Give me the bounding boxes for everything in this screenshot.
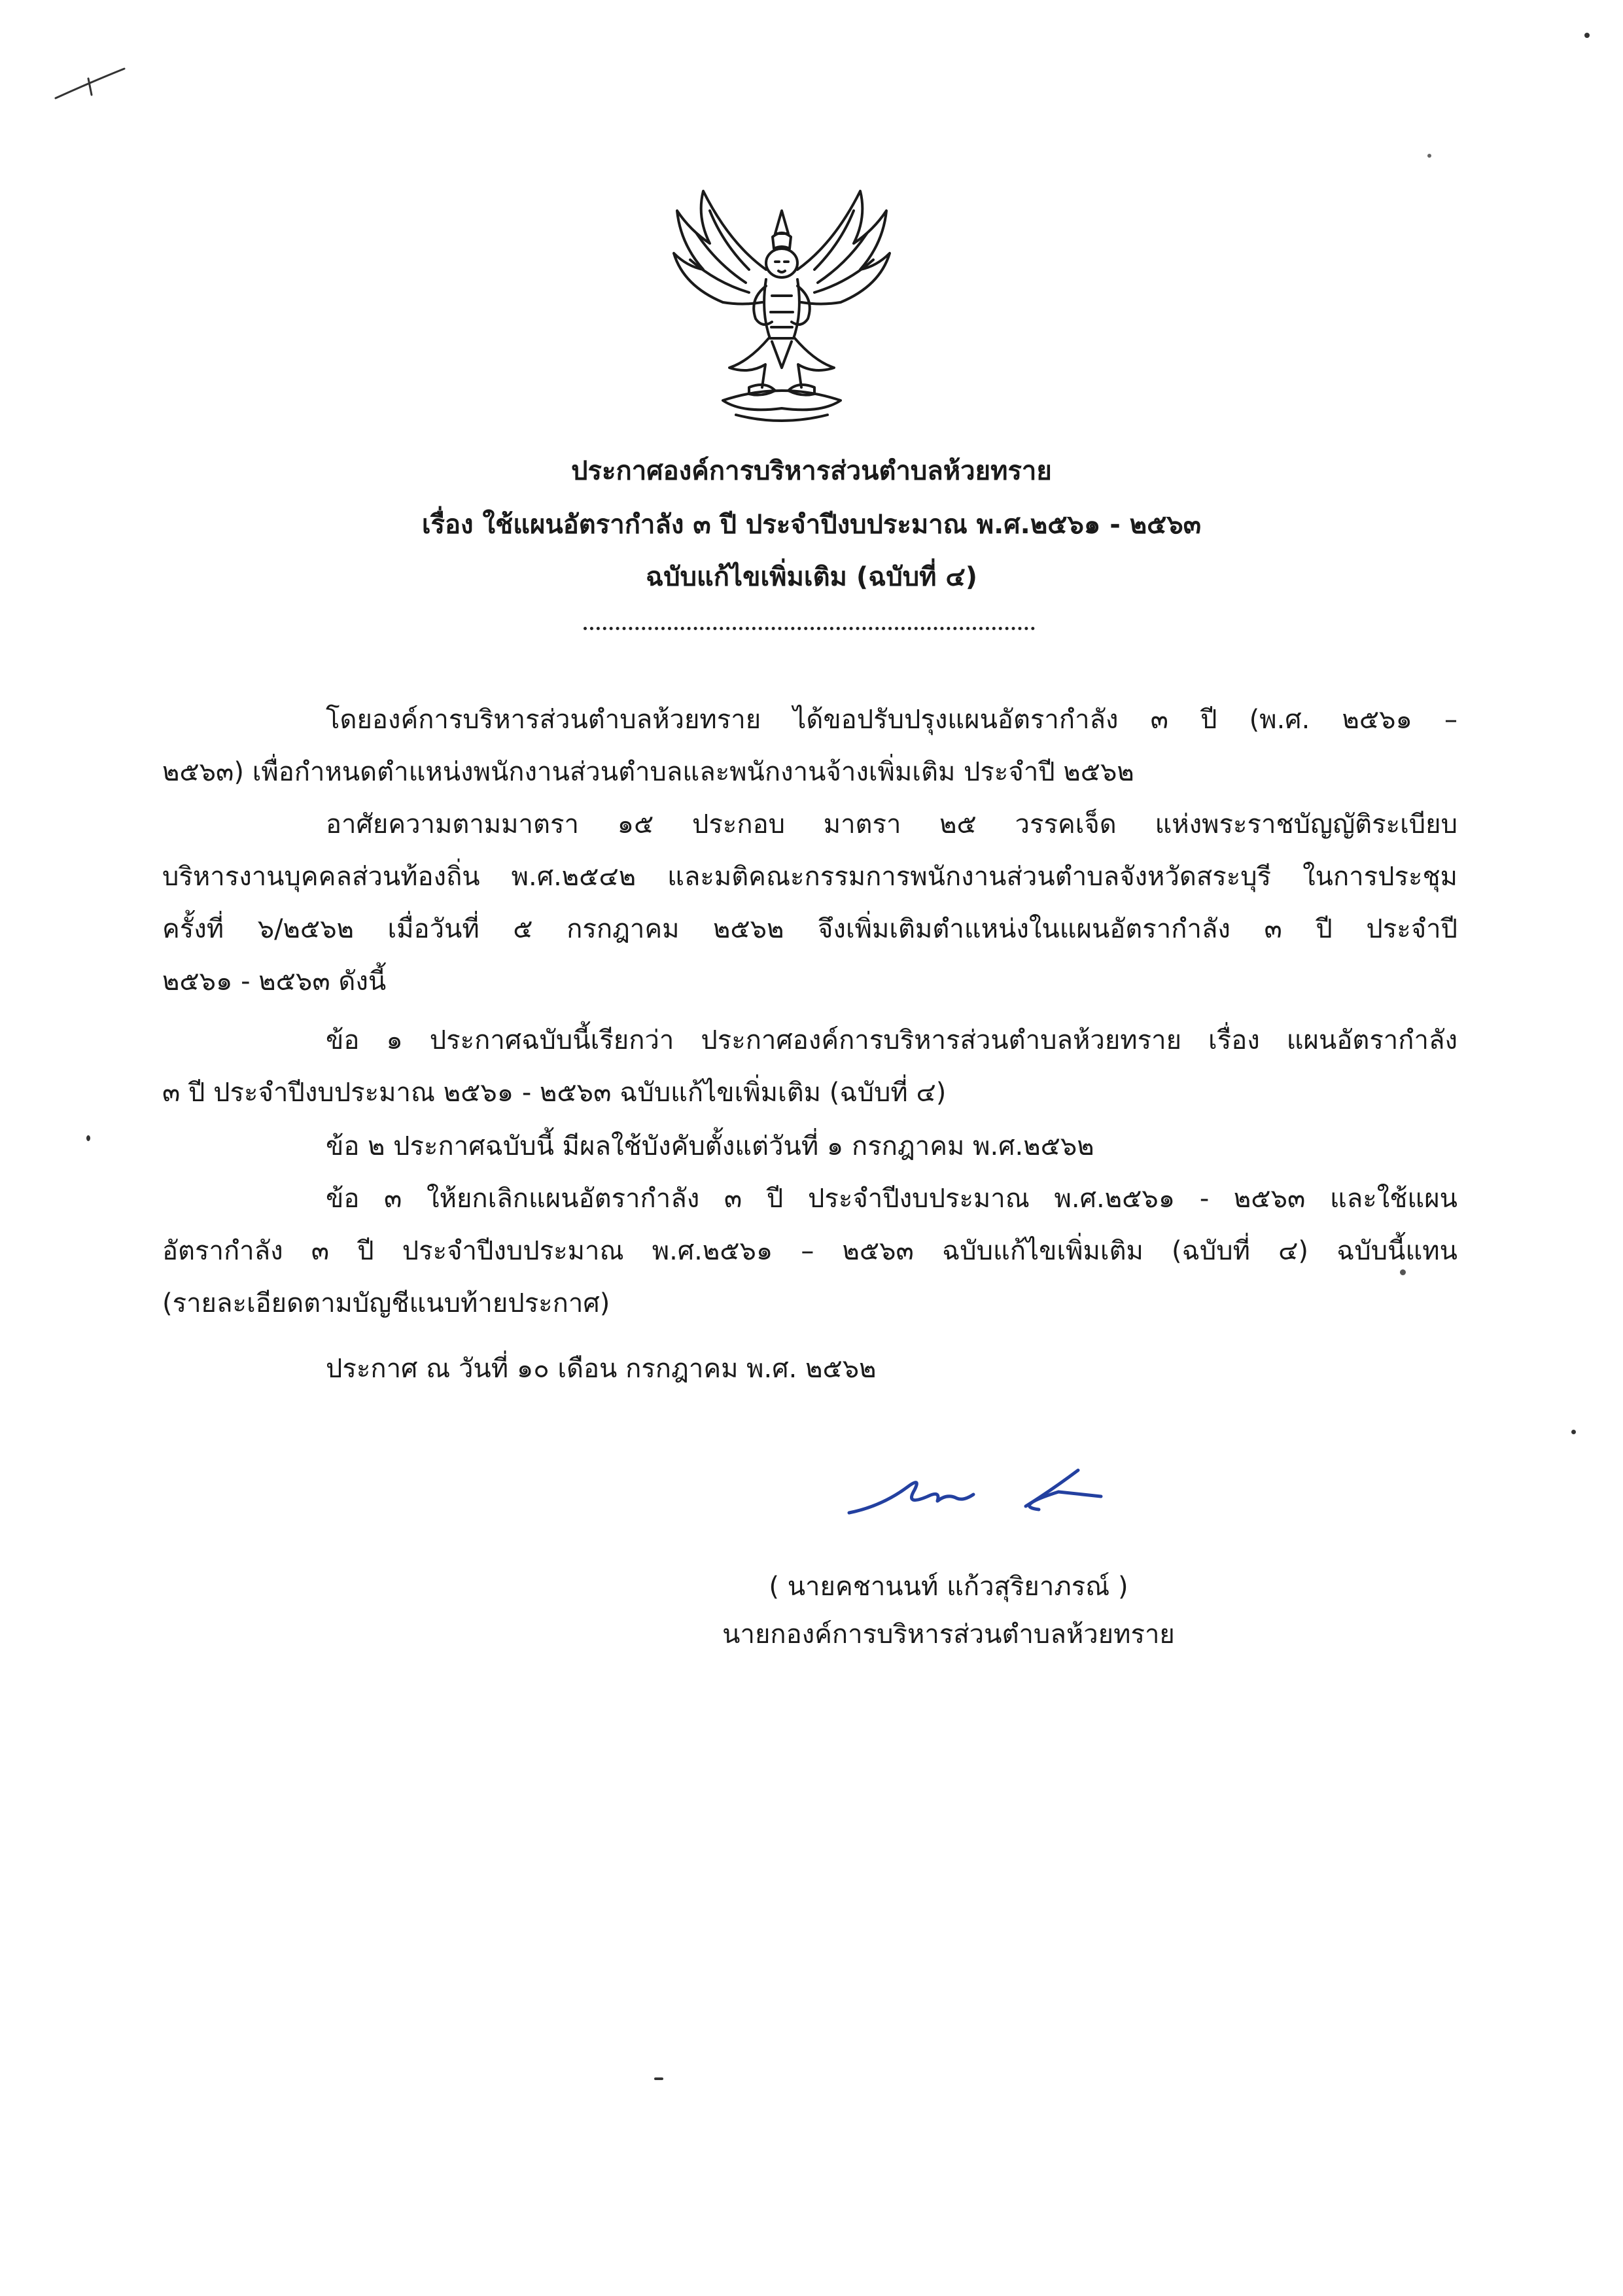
scan-speck bbox=[1400, 1269, 1406, 1275]
clause-3-line-3: (รายละเอียดตามบัญชีแนบท้ายประกาศ) bbox=[162, 1288, 610, 1318]
scan-speck bbox=[1427, 154, 1431, 158]
clause-3-line-2: อัตรากำลัง ๓ ปี ประจำปีงบประมาณ พ.ศ.๒๕๖๑ – ๒๕๖๓ ฉบับแก้ไขเพิ่มเติม (ฉบับที่ ๔) ฉบับนี้แทน bbox=[162, 1236, 1457, 1266]
paragraph-2-line-2: บริหารงานบุคคลส่วนท้องถิ่น พ.ศ.๒๕๔๒ และมติคณะกรรมการพนักงานส่วนตำบลจังหวัดสระบุรี ในการประชุม bbox=[162, 862, 1457, 892]
paragraph-2-line-1: อาศัยความตามมาตรา ๑๕ ประกอบ มาตรา ๒๕ วรรคเจ็ด แห่งพระราชบัญญัติระเบียบ bbox=[326, 809, 1457, 839]
paragraph-2-line-4: ๒๕๖๑ - ๒๕๖๓ ดังนี้ bbox=[162, 966, 387, 997]
scan-speck bbox=[1584, 33, 1590, 38]
paragraph-2-line-3: ครั้งที่ ๖/๒๕๖๒ เมื่อวันที่ ๕ กรกฎาคม ๒๕๖๒ จึงเพิ่มเติมตำแหน่งในแผนอัตรากำลัง ๓ ปี ประจำปี bbox=[162, 914, 1457, 944]
scan-speck bbox=[1571, 1430, 1576, 1434]
clause-1-line-1: ข้อ ๑ ประกาศฉบับนี้เรียกว่า ประกาศองค์การบริหารส่วนตำบลห้วยทราย เรื่อง แผนอัตรากำลัง bbox=[326, 1025, 1457, 1055]
scan-speck bbox=[86, 1135, 90, 1141]
signature-mark bbox=[843, 1460, 1111, 1526]
garuda-emblem-icon bbox=[651, 171, 913, 433]
paragraph-1-line-2: ๒๕๖๓) เพื่อกำหนดตำแหน่งพนักงานส่วนตำบลและพนักงานจ้างเพิ่มเติม ประจำปี ๒๕๖๒ bbox=[162, 757, 1134, 787]
announcement-subject: เรื่อง ใช้แผนอัตรากำลัง ๓ ปี ประจำปีงบประมาณ พ.ศ.๒๕๖๑ - ๒๕๖๓ bbox=[421, 510, 1202, 540]
announcement-title: ประกาศองค์การบริหารส่วนตำบลห้วยทราย bbox=[571, 456, 1052, 486]
paragraph-1-line-1: โดยองค์การบริหารส่วนตำบลห้วยทราย ได้ขอปรับปรุงแผนอัตรากำลัง ๓ ปี (พ.ศ. ๒๕๖๑ – bbox=[326, 705, 1457, 735]
clause-3-line-1: ข้อ ๓ ให้ยกเลิกแผนอัตรากำลัง ๓ ปี ประจำปีงบประมาณ พ.ศ.๒๕๖๑ - ๒๕๖๓ และใช้แผน bbox=[326, 1184, 1457, 1214]
clause-1-line-2: ๓ ปี ประจำปีงบประมาณ ๒๕๖๑ - ๒๕๖๓ ฉบับแก้ไขเพิ่มเติม (ฉบับที่ ๔) bbox=[162, 1078, 947, 1108]
signatory-position: นายกองค์การบริหารส่วนตำบลห้วยทราย bbox=[722, 1619, 1175, 1650]
date-line: ประกาศ ณ วันที่ ๑๐ เดือน กรกฎาคม พ.ศ. ๒๕๖๒ bbox=[326, 1354, 877, 1384]
title-divider bbox=[584, 627, 1035, 630]
clause-2-line-1: ข้อ ๒ ประกาศฉบับนี้ มีผลใช้บังคับตั้งแต่วันที่ ๑ กรกฎาคม พ.ศ.๒๕๖๒ bbox=[326, 1131, 1094, 1161]
announcement-edition: ฉบับแก้ไขเพิ่มเติม (ฉบับที่ ๔) bbox=[646, 562, 977, 592]
signatory-name: ( นายคชานนท์ แก้วสุริยาภรณ์ ) bbox=[769, 1572, 1128, 1602]
scan-speck bbox=[654, 2077, 663, 2080]
scan-mark bbox=[52, 59, 131, 111]
